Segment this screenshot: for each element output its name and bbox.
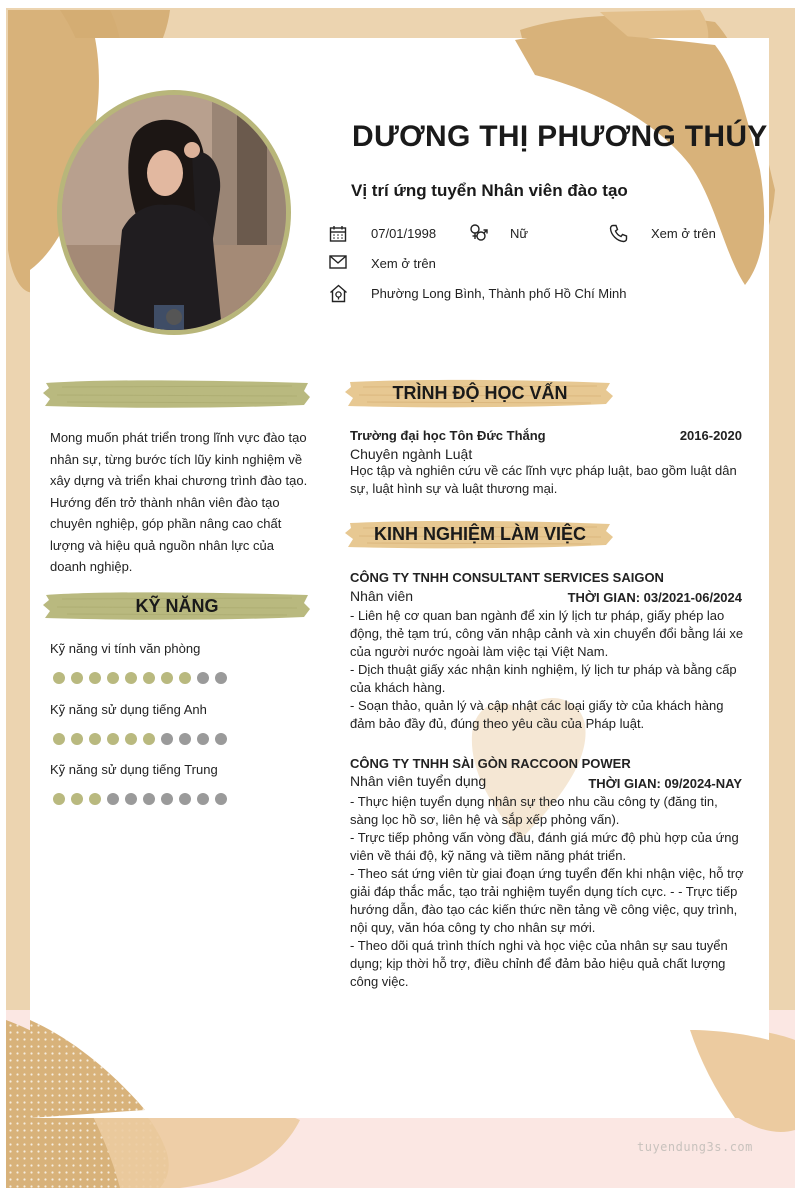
rating-dot-filled (179, 672, 191, 684)
skills-title: KỸ NĂNG (135, 596, 219, 616)
job-description: - Thực hiện tuyển dụng nhân sự theo nhu cầu công ty (đăng tin, sàng lọc hồ sơ, liên hệ và sắp xếp phỏng vấn). - Trực tiếp phỏng vấn vòng đầu, đánh giá mức độ phù hợp của ứng viên về thái độ, kỹ năng và tiềm năng phát triển. - Theo sát ứng viên từ giai đoạn ứng tuyển đến khi nhận việc, hỗ trợ giải đáp thắc mắc, tạo trải nghiệm tuyển dụng tích cực. - - Trực tiếp hướng dẫn, đào tạo các kiến thức nền tảng về công việc, quy trình, nội quy, văn hóa công ty cho nhân sự mới. - Theo dõi quá trình thích nghi và học việc của nhân sự sau tuyển dụng; kịp thời hỗ trợ, điều chỉnh để đảm bảo hiệu quả chất lượng công việc. (350, 794, 744, 989)
rating-dot-filled (107, 733, 119, 745)
rating-dot-filled (71, 672, 83, 684)
rating-dot-empty (197, 733, 209, 745)
email-icon (329, 255, 347, 269)
gender: Nữ (510, 226, 529, 241)
home-location-icon (329, 284, 348, 303)
skill-label-english: Kỹ năng sử dụng tiếng Anh (50, 702, 207, 717)
rating-dot-empty (179, 793, 191, 805)
skill-rating-office (53, 672, 227, 684)
phone-icon (609, 224, 628, 243)
rating-dot-empty (197, 793, 209, 805)
candidate-name: DƯƠNG THỊ PHƯƠNG THÚY (352, 120, 768, 153)
rating-dot-filled (107, 672, 119, 684)
avatar (62, 95, 286, 330)
rating-dot-empty (125, 793, 137, 805)
rating-dot-empty (215, 733, 227, 745)
skill-rating-english (53, 733, 227, 745)
home-address: Phường Long Bình, Thành phố Hồ Chí Minh (371, 286, 627, 301)
rating-dot-filled (53, 793, 65, 805)
skill-label-office: Kỹ năng vi tính văn phòng (50, 641, 201, 656)
rating-dot-filled (71, 793, 83, 805)
gender-icon (468, 223, 488, 243)
rating-dot-empty (179, 733, 191, 745)
job-period: THỜI GIAN: 09/2024-NAY (588, 776, 742, 791)
rating-dot-filled (161, 672, 173, 684)
rating-dot-filled (143, 672, 155, 684)
job-role: Nhân viên tuyển dụng (350, 773, 487, 789)
education-description: Học tập và nghiên cứu về các lĩnh vực pháp luật, bao gồm luật dân sự, luật hình sự và luật thương mại. (350, 463, 737, 496)
skill-label-chinese: Kỹ năng sử dụng tiếng Trung (50, 762, 218, 777)
education-major: Chuyên ngành Luật (350, 446, 473, 462)
rating-dot-empty (215, 793, 227, 805)
applied-position: Vị trí ứng tuyển Nhân viên đào tạo (351, 181, 628, 200)
objective-banner (42, 377, 312, 411)
rating-dot-empty (161, 793, 173, 805)
rating-dot-empty (215, 672, 227, 684)
rating-dot-empty (197, 672, 209, 684)
skill-rating-chinese (53, 793, 227, 805)
job-company: CÔNG TY TNHH SÀI GÒN RACCOON POWER (350, 756, 631, 771)
rating-dot-empty (143, 793, 155, 805)
date-of-birth: 07/01/1998 (371, 226, 437, 241)
rating-dot-filled (89, 733, 101, 745)
job-role: Nhân viên (350, 588, 414, 604)
phone-number: Xem ở trên (651, 226, 716, 241)
job-period: THỜI GIAN: 03/2021-06/2024 (567, 590, 742, 605)
job-company: CÔNG TY TNHH CONSULTANT SERVICES SAIGON (350, 570, 664, 585)
rating-dot-filled (53, 672, 65, 684)
job-description: - Liên hệ cơ quan ban ngành để xin lý lịch tư pháp, giấy phép lao động, thẻ tạm trú, công văn nhập cảnh và xin chuyển đổi bằng lái xe của người nước ngoài làm việc tại Việt Nam. - Dịch thuật giấy xác nhận kinh nghiệm, lý lịch tư pháp và bằng cấp của khách hàng. - Soạn thảo, quản lý và cập nhật các loại giấy tờ của khách hàng đảm bảo đầy đủ, đúng theo yêu cầu của Pháp luật. (350, 608, 744, 731)
rating-dot-filled (89, 793, 101, 805)
rating-dot-empty (161, 733, 173, 745)
calendar-icon (329, 225, 347, 243)
rating-dot-filled (125, 672, 137, 684)
email-address: Xem ở trên (371, 256, 436, 271)
rating-dot-filled (125, 733, 137, 745)
education-school: Trường đại học Tôn Đức Thắng (350, 428, 546, 443)
education-title: TRÌNH ĐỘ HỌC VẤN (392, 383, 568, 403)
rating-dot-filled (89, 672, 101, 684)
experience-title: KINH NGHIỆM LÀM VIỆC (373, 524, 586, 544)
rating-dot-empty (107, 793, 119, 805)
education-period: 2016-2020 (679, 428, 742, 443)
career-objective-text: Mong muốn phát triển trong lĩnh vực đào tạo nhân sự, từng bước tích lũy kinh nghiệm về xây dựng và triển khai chương trình đào tạo. Hướng đến trở thành nhân viên đào tạo chuyên nghiệp, góp phần nâng cao chất lượng và hiệu quả nguồn nhân lực của doanh nghiệp. (50, 430, 308, 574)
watermark: tuyendung3s.com (637, 1140, 753, 1154)
rating-dot-filled (53, 733, 65, 745)
rating-dot-filled (71, 733, 83, 745)
rating-dot-filled (143, 733, 155, 745)
